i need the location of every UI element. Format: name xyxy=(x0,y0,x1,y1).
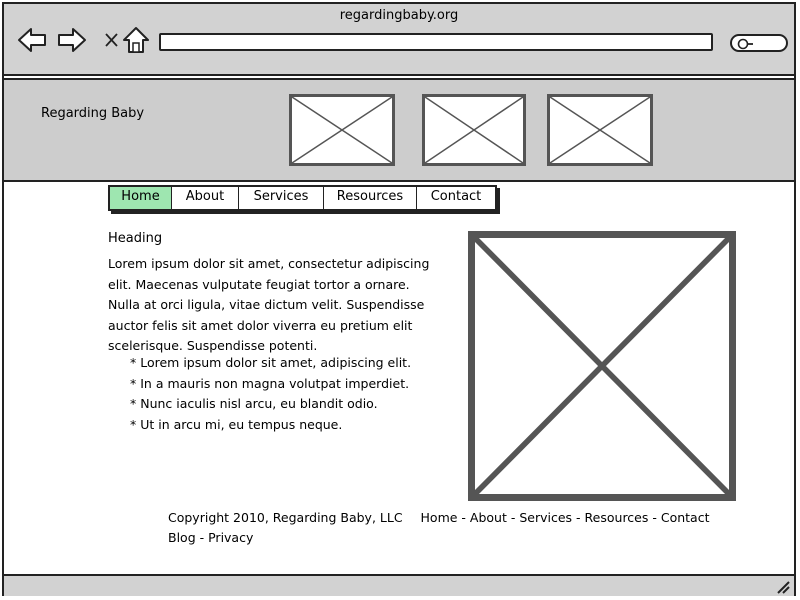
list-item: * In a mauris non magna volutpat imperdiet. xyxy=(130,374,411,395)
main-image-placeholder xyxy=(468,231,736,501)
separator: - xyxy=(457,510,470,525)
browser-window xyxy=(2,2,796,596)
content-heading: Heading xyxy=(108,231,163,246)
search-icon xyxy=(736,38,754,50)
separator: - xyxy=(572,510,585,525)
separator: - xyxy=(195,530,209,545)
header-image-placeholder xyxy=(547,94,653,166)
footer-line-1 xyxy=(168,510,710,525)
footer-link-resources[interactable]: Resources xyxy=(584,510,649,525)
site-header xyxy=(4,78,794,182)
footer-link-blog[interactable]: Blog xyxy=(168,530,196,545)
tab-about[interactable]: About xyxy=(172,187,239,209)
list-item: * Ut in arcu mi, eu tempus neque. xyxy=(130,415,411,436)
footer-link-services[interactable]: Services xyxy=(519,510,573,525)
footer-link-home[interactable]: Home xyxy=(420,510,458,525)
url-input[interactable] xyxy=(159,33,713,51)
list-item: * Nunc iaculis nisl arcu, eu blandit odio. xyxy=(130,394,411,415)
header-image-placeholder xyxy=(422,94,526,166)
main-nav xyxy=(108,185,497,211)
footer-link-contact[interactable]: Contact xyxy=(660,510,710,525)
tab-home[interactable]: Home xyxy=(110,187,172,209)
separator: - xyxy=(506,510,520,525)
footer-line-2 xyxy=(168,530,253,545)
search-box[interactable] xyxy=(730,34,788,52)
list-item: * Lorem ipsum dolor sit amet, adipiscing elit. xyxy=(130,353,411,374)
bullet-list xyxy=(130,353,411,435)
footer-link-about[interactable]: About xyxy=(469,510,507,525)
resize-grip-icon[interactable] xyxy=(776,580,790,594)
window-title: regardingbaby.org xyxy=(339,8,459,23)
tab-contact[interactable]: Contact xyxy=(430,189,482,204)
separator: - xyxy=(648,510,661,525)
forward-arrow-icon[interactable] xyxy=(56,24,88,56)
content-paragraph: Lorem ipsum dolor sit amet, consectetur adipiscing elit. Maecenas vulputate feugiat tortor a ornare. Nulla at orci ligula, vitae dictum velit. Suspendisse auctor felis sit amet dolor viverra eu pretium elit scelerisque. Suspendisse potenti. xyxy=(108,256,430,353)
site-brand: Regarding Baby xyxy=(41,106,145,121)
status-bar xyxy=(4,574,794,596)
tab-services[interactable]: Services xyxy=(239,187,324,209)
back-arrow-icon[interactable] xyxy=(16,24,48,56)
footer-link-privacy[interactable]: Privacy xyxy=(208,530,254,545)
browser-toolbar xyxy=(4,4,794,76)
copyright-text: Copyright 2010, Regarding Baby, LLC xyxy=(168,510,403,525)
header-image-placeholder xyxy=(289,94,395,166)
home-icon[interactable] xyxy=(120,24,152,56)
tab-resources[interactable]: Resources xyxy=(324,187,417,209)
